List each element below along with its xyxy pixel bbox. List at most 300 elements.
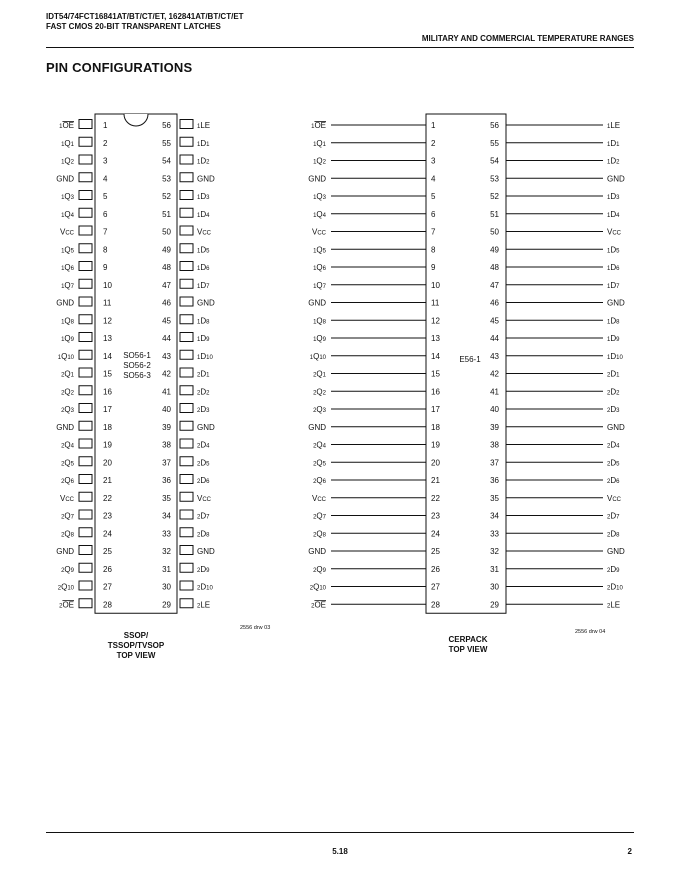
ssop-right-pin-name: 2D5 [197,458,210,468]
ssop-left-pin [79,297,92,306]
cerpack-right-pin-name: 2D8 [607,529,620,539]
cerpack-right-pin-name: 2D2 [607,387,620,397]
ssop-right-pin-name: 2D7 [197,511,210,521]
ssop-left-pin-number: 5 [103,192,108,201]
ssop-left-pin [79,155,92,164]
ssop-right-pin-name: GND [197,547,215,556]
ssop-right-pin [180,208,193,217]
ssop-left-pin [79,244,92,253]
ssop-left-pin-number: 22 [103,493,112,503]
cerpack-left-pin-number: 15 [431,369,440,379]
ssop-right-pin-number: 31 [162,564,171,574]
ssop-right-pin [180,421,193,430]
cerpack-left-pin-number: 17 [431,405,440,414]
ssop-right-pin-name: 2D1 [197,369,210,379]
ssop-left-pin-name: 2Q1 [61,369,74,379]
cerpack-right-pin-number: 48 [490,263,499,272]
cerpack-left-pin-name: VCC [311,227,326,237]
ssop-right-pin-name: 2D10 [197,582,213,592]
ssop-right-pin [180,244,193,253]
ssop-right-pin [180,546,193,555]
cerpack-right-pin-name: 1LE [607,121,621,130]
ssop-right-pin-name: 1D10 [197,351,213,361]
cerpack-left-pin-number: 13 [431,334,440,343]
ssop-left-pin [79,315,92,324]
cerpack-left-pin-name: 2Q3 [313,405,326,414]
ssop-right-pin [180,173,193,182]
ssop-right-pin-number: 44 [162,334,171,343]
header-temperature-ranges: MILITARY AND COMMERCIAL TEMPERATURE RANGES [421,34,634,43]
ssop-left-pin [79,404,92,413]
ssop-left-pin-number: 23 [103,511,112,521]
ssop-left-pin [79,581,92,590]
ssop-package-code: SO56-2 [123,361,151,370]
cerpack-left-pin-number: 16 [431,387,440,397]
ssop-left-pin [79,475,92,484]
ssop-caption-line: TOP VIEW [116,651,156,660]
cerpack-left-pin-number: 18 [431,422,440,432]
ssop-left-pin-number: 14 [103,351,112,361]
cerpack-right-pin-number: 47 [490,280,499,290]
ssop-left-pin-name: VCC [59,493,74,503]
ssop-right-pin [180,439,193,448]
cerpack-left-pin-name: 1Q9 [313,334,326,343]
ssop-left-pin-number: 25 [103,547,112,556]
ssop-right-pin-name: GND [197,422,215,432]
ssop-right-pin [180,279,193,288]
ssop-right-pin-name: 1LE [197,121,211,130]
ssop-right-pin-name: 2D4 [197,440,210,450]
cerpack-left-pin-name: 2Q4 [313,440,326,450]
cerpack-left-pin-name: VCC [311,493,326,503]
ssop-right-pin-number: 33 [162,529,171,539]
cerpack-left-pin-name: 2Q1 [313,369,326,379]
header-part-numbers: IDT54/74FCT16841AT/BT/CT/ET, 162841AT/BT/CT/ET [46,12,244,21]
ssop-right-pin-number: 52 [162,192,171,201]
ssop-right-pin-name: 1D8 [197,316,210,326]
ssop-left-pin-name: GND [56,422,74,432]
ssop-left-pin [79,439,92,448]
cerpack-left-pin-number: 21 [431,476,440,485]
cerpack-left-pin-number: 19 [431,440,440,450]
ssop-right-pin [180,599,193,608]
cerpack-right-pin-number: 37 [490,458,499,468]
ssop-left-pin-number: 3 [103,156,108,166]
cerpack-left-pin-number: 2 [431,138,436,148]
ssop-package-code: SO56-1 [123,351,151,360]
ssop-left-pin-number: 1 [103,121,108,130]
ssop-left-pin [79,528,92,537]
cerpack-left-pin-number: 4 [431,174,436,184]
ssop-right-pin-name: 2D6 [197,476,210,485]
ssop-right-pin-number: 56 [162,121,171,130]
ssop-right-pin [180,386,193,395]
ssop-right-pin-number: 49 [162,245,171,255]
ssop-right-pin-name: 1D4 [197,209,210,219]
cerpack-left-pin-name: 2Q2 [313,387,326,397]
ssop-right-pin-name: GND [197,174,215,184]
ssop-left-pin [79,350,92,359]
ssop-left-pin-name: GND [56,174,74,184]
cerpack-right-pin-number: 35 [490,493,499,503]
cerpack-left-pin-name: 2Q7 [313,511,326,521]
ssop-right-pin-number: 35 [162,493,171,503]
ssop-left-pin-number: 12 [103,316,112,326]
cerpack-left-pin-name: 1Q5 [313,245,326,255]
ssop-right-pin [180,492,193,501]
ssop-left-pin-number: 18 [103,422,112,432]
ssop-right-pin-number: 30 [162,582,171,592]
cerpack-left-pin-name: 2Q8 [313,529,326,539]
cerpack-left-pin-name: GND [308,547,326,556]
ssop-left-pin [79,421,92,430]
ssop-left-pin [79,120,92,129]
cerpack-right-pin-name: 1D8 [607,316,620,326]
cerpack-right-pin-name: GND [607,174,625,184]
ssop-left-pin [79,386,92,395]
ssop-left-pin-name: 1Q8 [61,316,74,326]
ssop-left-pin [79,333,92,342]
ssop-left-pin-name: 2Q6 [61,476,74,485]
cerpack-left-pin-number: 14 [431,351,440,361]
cerpack-right-pin-name: 1D3 [607,192,620,201]
cerpack-right-pin-number: 55 [490,138,499,148]
ssop-right-pin-number: 29 [162,600,171,610]
cerpack-left-pin-name: 2Q10 [309,582,326,592]
cerpack-left-pin-number: 9 [431,263,436,272]
cerpack-left-pin-number: 10 [431,280,440,290]
ssop-right-pin-number: 55 [162,138,171,148]
ssop-right-pin-number: 36 [162,476,171,485]
cerpack-left-pin-name: GND [308,422,326,432]
cerpack-left-pin-number: 5 [431,192,436,201]
cerpack-left-pin-number: 24 [431,529,440,539]
ssop-left-pin-name: 2Q5 [61,458,74,468]
ssop-right-pin-name: 2D3 [197,405,210,414]
ssop-right-pin [180,315,193,324]
ssop-left-pin-number: 13 [103,334,112,343]
cerpack-right-pin-name: 2D3 [607,405,620,414]
cerpack-right-pin-name: GND [607,298,625,308]
ssop-left-pin-number: 6 [103,209,108,219]
ssop-left-pin-number: 16 [103,387,112,397]
cerpack-right-pin-number: 33 [490,529,499,539]
ssop-right-pin [180,528,193,537]
ssop-right-pin-name: 1D5 [197,245,210,255]
ssop-left-pin-name: VCC [59,227,74,237]
ssop-right-pin [180,333,193,342]
cerpack-left-pin-name: 1Q6 [313,263,326,272]
ssop-right-pin-number: 32 [162,547,171,556]
cerpack-right-pin-name: 2D1 [607,369,620,379]
ssop-right-pin [180,297,193,306]
ssop-caption-line: SSOP/ [123,631,149,640]
footer-section-number: 5.18 [332,847,348,856]
ssop-right-pin-name: GND [197,298,215,308]
cerpack-left-pin-number: 26 [431,564,440,574]
cerpack-right-pin-name: 1D4 [607,209,620,219]
ssop-right-pin [180,191,193,200]
ssop-right-pin-number: 47 [162,280,171,290]
ssop-left-pin-name: GND [56,547,74,556]
cerpack-left-pin-number: 6 [431,209,436,219]
cerpack-right-pin-number: 56 [490,121,499,130]
ssop-right-pin-name: 1D1 [197,138,210,148]
ssop-right-pin-name: 2LE [197,600,211,610]
ssop-right-pin-name: 1D9 [197,334,210,343]
cerpack-left-pin-name: 1Q8 [313,316,326,326]
cerpack-left-pin-number: 22 [431,493,440,503]
section-title: PIN CONFIGURATIONS [46,60,193,75]
ssop-package-diagram [56,114,270,660]
ssop-left-pin [79,191,92,200]
cerpack-right-pin-number: 53 [490,174,499,184]
footer-page-number: 2 [627,847,632,856]
ssop-left-pin-name: 2Q10 [57,582,74,592]
ssop-right-pin-name: 2D2 [197,387,210,397]
ssop-left-pin [79,279,92,288]
ssop-left-pin-number: 8 [103,245,108,255]
ssop-left-pin-number: 21 [103,476,112,485]
cerpack-right-pin-name: 1D1 [607,138,620,148]
cerpack-left-pin-name: 1Q10 [309,351,326,361]
cerpack-left-pin-name: 1Q3 [313,192,326,201]
cerpack-left-pin-number: 3 [431,156,436,166]
ssop-right-pin-number: 43 [162,351,171,361]
cerpack-right-pin-name: 2D4 [607,440,620,450]
cerpack-left-pin-name: GND [308,174,326,184]
ssop-left-pin [79,226,92,235]
cerpack-right-pin-number: 41 [490,387,499,397]
ssop-right-pin-number: 50 [162,227,171,237]
ssop-right-pin-number: 48 [162,263,171,272]
cerpack-package-code: E56-1 [459,355,481,364]
ssop-left-pin-number: 17 [103,405,112,414]
cerpack-left-pin-number: 8 [431,245,436,255]
ssop-left-pin-name: 2Q3 [61,405,74,414]
ssop-right-pin-number: 54 [162,156,171,166]
ssop-right-pin [180,457,193,466]
ssop-drawing-number: 2556 drw 03 [240,625,271,631]
ssop-right-pin [180,581,193,590]
cerpack-right-pin-name: VCC [607,227,622,237]
cerpack-right-pin-name: 2D9 [607,564,620,574]
ssop-left-pin-number: 28 [103,600,112,610]
ssop-left-pin-number: 2 [103,138,108,148]
cerpack-right-pin-number: 39 [490,422,499,432]
cerpack-left-pin-number: 11 [431,298,440,308]
cerpack-left-pin-name: 1Q1 [313,138,326,148]
ssop-left-pin-name: 2Q8 [61,529,74,539]
ssop-right-pin-name: VCC [197,227,212,237]
cerpack-right-pin-number: 31 [490,564,499,574]
ssop-right-pin-name: 1D7 [197,280,210,290]
cerpack-left-pin-number: 23 [431,511,440,521]
ssop-left-pin-number: 20 [103,458,112,468]
ssop-right-pin [180,350,193,359]
ssop-left-pin-name: 1Q2 [61,156,74,166]
cerpack-right-pin-name: GND [607,547,625,556]
ssop-left-pin [79,368,92,377]
cerpack-right-pin-name: 2D6 [607,476,620,485]
ssop-left-pin-name: 2OE [59,600,74,610]
cerpack-caption-line: TOP VIEW [448,645,488,654]
ssop-right-pin-number: 40 [162,405,171,414]
cerpack-right-pin-name: 1D2 [607,156,620,166]
ssop-right-pin [180,226,193,235]
ssop-left-pin [79,457,92,466]
cerpack-right-pin-name: 2LE [607,600,621,610]
cerpack-drawing-number: 2556 drw 04 [575,629,606,635]
cerpack-left-pin-number: 12 [431,316,440,326]
ssop-left-pin [79,173,92,182]
ssop-left-pin-name: 1Q4 [61,209,74,219]
ssop-left-pin-number: 4 [103,174,108,184]
cerpack-left-pin-name: 1OE [311,121,326,130]
cerpack-package-diagram [308,114,625,654]
cerpack-right-pin-name: 2D10 [607,582,623,592]
ssop-left-pin-number: 10 [103,280,112,290]
cerpack-right-pin-number: 42 [490,369,499,379]
ssop-right-pin [180,155,193,164]
cerpack-right-pin-number: 40 [490,405,499,414]
ssop-right-pin-name: 2D8 [197,529,210,539]
ssop-caption-line: TSSOP/TVSOP [107,641,165,650]
header-description: FAST CMOS 20-BIT TRANSPARENT LATCHES [46,22,221,31]
ssop-right-pin [180,510,193,519]
ssop-right-pin [180,475,193,484]
cerpack-left-pin-name: 1Q2 [313,156,326,166]
ssop-right-pin-name: 1D2 [197,156,210,166]
ssop-left-pin-name: 1Q9 [61,334,74,343]
cerpack-left-pin-name: 2Q6 [313,476,326,485]
cerpack-left-pin-number: 1 [431,121,436,130]
ssop-right-pin-number: 37 [162,458,171,468]
ssop-left-pin-name: 1Q3 [61,192,74,201]
ssop-right-pin [180,137,193,146]
ssop-left-pin-name: 1Q1 [61,138,74,148]
ssop-left-pin-number: 19 [103,440,112,450]
ssop-left-pin-number: 26 [103,564,112,574]
cerpack-right-pin-name: VCC [607,493,622,503]
cerpack-left-pin-number: 28 [431,600,440,610]
cerpack-right-pin-number: 29 [490,600,499,610]
ssop-left-pin-number: 15 [103,369,112,379]
ssop-left-pin [79,599,92,608]
ssop-left-pin-name: 2Q4 [61,440,74,450]
cerpack-left-pin-number: 27 [431,582,440,592]
cerpack-right-pin-name: 1D7 [607,280,620,290]
ssop-package-code: SO56-3 [123,371,151,380]
cerpack-right-pin-name: 1D10 [607,351,623,361]
cerpack-left-pin-name: 1Q7 [313,280,326,290]
cerpack-right-pin-number: 34 [490,511,499,521]
footer-rule [46,832,634,833]
cerpack-left-pin-name: GND [308,298,326,308]
ssop-left-pin-number: 9 [103,263,108,272]
cerpack-left-pin-name: 2Q9 [313,564,326,574]
ssop-left-pin-number: 24 [103,529,112,539]
ssop-left-pin [79,208,92,217]
ssop-left-pin-name: 2Q2 [61,387,74,397]
ssop-right-pin-number: 41 [162,387,171,397]
ssop-right-pin [180,368,193,377]
ssop-right-pin-number: 45 [162,316,171,326]
ssop-right-pin-number: 38 [162,440,171,450]
cerpack-right-pin-number: 46 [490,298,499,308]
ssop-right-pin-name: VCC [197,493,212,503]
ssop-right-pin [180,262,193,271]
cerpack-right-pin-number: 44 [490,334,499,343]
ssop-left-pin [79,492,92,501]
ssop-left-pin [79,262,92,271]
ssop-right-pin-number: 34 [162,511,171,521]
cerpack-right-pin-name: 1D9 [607,334,620,343]
ssop-right-pin [180,563,193,572]
ssop-left-pin [79,510,92,519]
ssop-left-pin-name: 2Q9 [61,564,74,574]
ssop-left-pin-number: 11 [103,298,112,308]
cerpack-caption-line: CERPACK [448,635,488,644]
ssop-left-pin-number: 27 [103,582,112,592]
ssop-right-pin-number: 46 [162,298,171,308]
cerpack-right-pin-name: 1D6 [607,263,620,272]
ssop-left-pin-number: 7 [103,227,108,237]
ssop-left-pin-name: GND [56,298,74,308]
cerpack-left-pin-name: 2Q5 [313,458,326,468]
cerpack-right-pin-name: GND [607,422,625,432]
ssop-left-pin-name: 1Q10 [57,351,74,361]
ssop-left-pin-name: 1OE [59,121,74,130]
cerpack-right-pin-number: 52 [490,192,499,201]
ssop-left-pin-name: 1Q6 [61,263,74,272]
ssop-right-pin-name: 1D6 [197,263,210,272]
ssop-left-pin-name: 1Q7 [61,280,74,290]
ssop-left-pin-name: 2Q7 [61,511,74,521]
cerpack-right-pin-number: 43 [490,351,499,361]
cerpack-left-pin-number: 7 [431,227,436,237]
cerpack-right-pin-number: 32 [490,547,499,556]
ssop-left-pin [79,546,92,555]
cerpack-right-pin-name: 1D5 [607,245,620,255]
cerpack-left-pin-name: 1Q4 [313,209,326,219]
cerpack-left-pin-number: 20 [431,458,440,468]
cerpack-left-pin-name: 2OE [311,600,326,610]
ssop-right-pin [180,404,193,413]
cerpack-right-pin-name: 2D7 [607,511,620,521]
ssop-right-pin-number: 39 [162,422,171,432]
cerpack-right-pin-number: 54 [490,156,499,166]
ssop-right-pin-number: 51 [162,209,171,219]
cerpack-right-pin-number: 36 [490,476,499,485]
cerpack-right-pin-number: 49 [490,245,499,255]
ssop-left-pin [79,137,92,146]
cerpack-right-pin-number: 45 [490,316,499,326]
cerpack-right-pin-number: 50 [490,227,499,237]
ssop-left-pin [79,563,92,572]
ssop-right-pin-number: 53 [162,174,171,184]
ssop-right-pin [180,120,193,129]
cerpack-right-pin-number: 30 [490,582,499,592]
cerpack-right-pin-name: 2D5 [607,458,620,468]
cerpack-right-pin-number: 51 [490,209,499,219]
cerpack-left-pin-number: 25 [431,547,440,556]
ssop-right-pin-name: 1D3 [197,192,210,201]
ssop-left-pin-name: 1Q5 [61,245,74,255]
cerpack-right-pin-number: 38 [490,440,499,450]
ssop-right-pin-number: 42 [162,369,171,379]
ssop-right-pin-name: 2D9 [197,564,210,574]
